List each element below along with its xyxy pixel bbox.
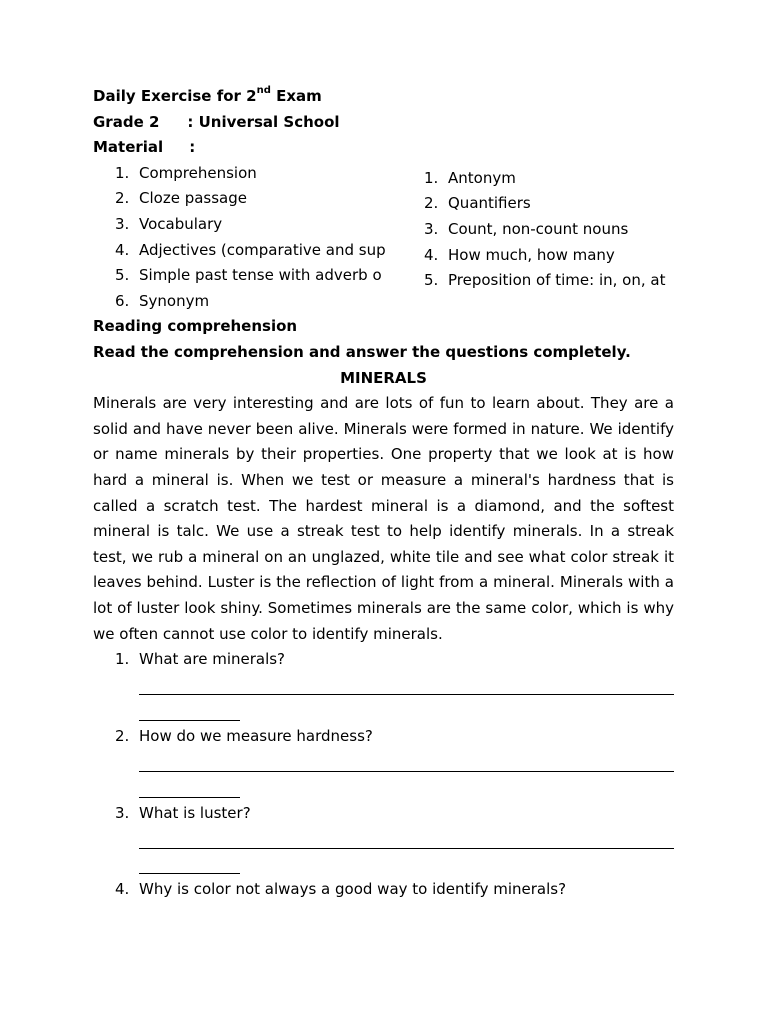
list-item: 1. Comprehension [115, 163, 257, 182]
question-number: 1. [115, 650, 130, 669]
list-item: 5. Preposition of time: in, on, at [424, 271, 666, 290]
material-line [93, 135, 674, 161]
title-prefix: Daily Exercise for 2 [93, 87, 257, 105]
title-suffix: Exam [270, 87, 322, 105]
list-item: 3. Count, non-count nouns [424, 219, 629, 238]
material-colon: : [189, 138, 196, 157]
page-title [93, 84, 674, 110]
question-number: 2. [115, 726, 130, 745]
question-text: How do we measure hardness? [139, 726, 373, 745]
question-number: 3. [115, 803, 130, 822]
materials-left-list [115, 161, 391, 315]
materials-columns [93, 161, 674, 315]
question-text: What is luster? [139, 803, 251, 822]
answer-line[interactable] [139, 775, 674, 801]
material-label: Material [93, 138, 164, 157]
answer-line[interactable] [139, 698, 674, 724]
passage-text: Minerals are very interesting and are lots of fun to learn about. They are a solid and have never been alive. Minerals were formed in nature. We identify or name minerals by their properties. One property that we look at is how hard a mineral is. When we test or measure a mineral's hardness that is called a scratch test. The hardest mineral is a diamond, and the softest mineral is talc. We use a streak test to help identify minerals. In a streak test, we rub a mineral on an unglazed, white tile and see what color streak it leaves behind. Luster is the reflection of light from a mineral. Minerals with a lot of luster look shiny. Sometimes minerals are the same color, which is why we often cannot use color to identify minerals. [93, 394, 674, 643]
answer-line[interactable] [139, 826, 674, 852]
question-text: Why is color not always a good way to identify minerals? [139, 880, 567, 899]
question-number: 4. [115, 880, 130, 899]
list-item: 2. Cloze passage [115, 189, 247, 208]
materials-right-list [424, 166, 674, 294]
list-item: 5. Simple past tense with adverb o [115, 266, 382, 285]
list-item: 3. Vocabulary [115, 214, 223, 233]
section-heading: Reading comprehension [93, 317, 298, 336]
answer-line[interactable] [139, 673, 674, 699]
document-content [93, 84, 674, 903]
question-item [93, 647, 674, 724]
answer-line[interactable] [139, 749, 674, 775]
question-item [93, 877, 674, 903]
list-item: 6. Synonym [115, 291, 210, 310]
title-superscript: nd [256, 85, 271, 96]
school-name: : Universal School [187, 112, 340, 131]
question-item [93, 801, 674, 878]
question-item [93, 724, 674, 801]
grade-label: Grade 2 [93, 112, 160, 131]
list-item: 4. How much, how many [424, 245, 615, 264]
grade-line [93, 110, 674, 136]
passage-title: MINERALS [340, 368, 427, 387]
list-item: 1. Antonym [424, 168, 516, 187]
question-text: What are minerals? [139, 650, 286, 669]
list-item: 2. Quantifiers [424, 194, 531, 213]
list-item: 4. Adjectives (comparative and sup [115, 240, 386, 259]
instruction-text: Read the comprehension and answer the questions completely. [93, 342, 631, 361]
answer-line[interactable] [139, 852, 674, 878]
